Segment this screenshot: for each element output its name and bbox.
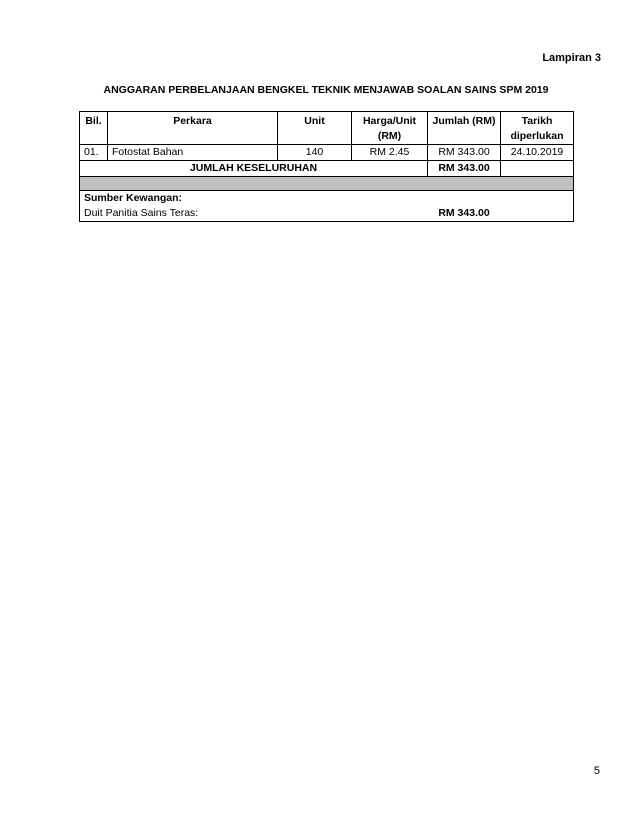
cell-bil: 01. [80, 145, 108, 161]
total-row [80, 161, 574, 177]
header-row [80, 112, 574, 145]
budget-table [79, 111, 574, 222]
cell-perkara: Fotostat Bahan [108, 145, 278, 161]
fund-label: Duit Panitia Sains Teras: [80, 206, 428, 222]
fund-empty-cell [501, 206, 574, 222]
header-harga-unit [352, 112, 428, 145]
cell-jumlah: RM 343.00 [428, 145, 501, 161]
header-perkara: Perkara [108, 112, 278, 145]
source-row [80, 191, 574, 207]
cell-harga: RM 2.45 [352, 145, 428, 161]
total-empty-cell [501, 161, 574, 177]
header-tarikh-line2: diperlukan [510, 130, 564, 142]
cell-unit: 140 [278, 145, 352, 161]
header-harga-line1: Harga/Unit [362, 115, 417, 127]
page-number: 5 [593, 765, 600, 777]
appendix-label: Lampiran 3 [542, 52, 601, 64]
header-jumlah: Jumlah (RM) [428, 112, 501, 145]
total-label: JUMLAH KESELURUHAN [80, 161, 428, 177]
cell-tarikh: 24.10.2019 [501, 145, 574, 161]
document-title: ANGGARAN PERBELANJAAN BENGKEL TEKNIK MENJAWAB SOALAN SAINS SPM 2019 [103, 84, 549, 96]
header-unit: Unit [278, 112, 352, 145]
fund-value: RM 343.00 [428, 206, 501, 222]
table-row [80, 145, 574, 161]
source-label: Sumber Kewangan: [80, 191, 574, 207]
header-bil: Bil. [80, 112, 108, 145]
header-tarikh [501, 112, 574, 145]
separator-cell [80, 177, 574, 191]
header-tarikh-line1: Tarikh [521, 115, 553, 127]
fund-row [80, 206, 574, 222]
total-value: RM 343.00 [428, 161, 501, 177]
separator-row [80, 177, 574, 191]
header-harga-line2: (RM) [377, 130, 402, 142]
